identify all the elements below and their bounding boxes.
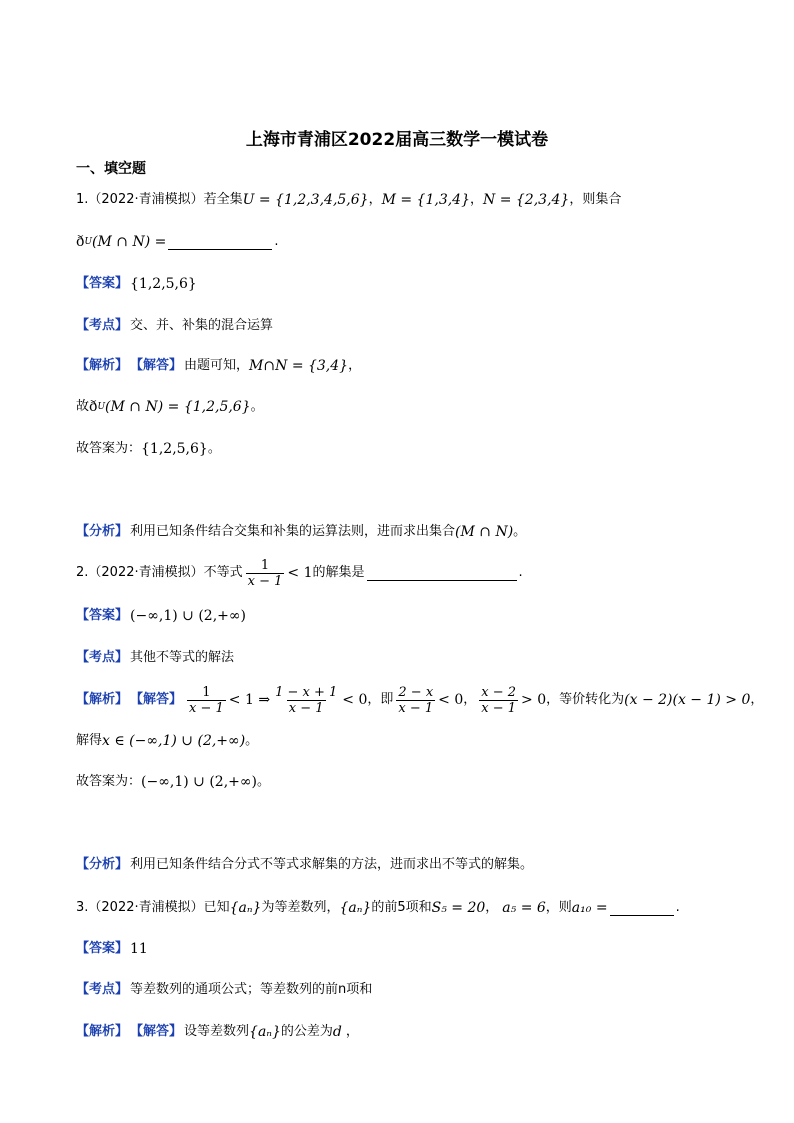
section-heading: 一、填空题: [76, 161, 146, 177]
q2-final-lead: 故答案为：: [76, 774, 142, 789]
q1-set-n: N = {2,3,4}: [483, 192, 570, 208]
q2-point-row: [76, 648, 234, 668]
q2-step2-lead: 解得: [76, 733, 103, 748]
point-label: 【考点】: [76, 982, 129, 997]
q2-s2-mid: < 0: [342, 692, 368, 708]
summary-label: 【分析】: [76, 857, 129, 872]
q3-a5: a₅ = 6: [502, 900, 546, 916]
q3-end: .: [675, 900, 680, 915]
point-label: 【考点】: [76, 650, 129, 665]
q2-final-tail: 。: [257, 774, 271, 789]
q3-answer-row: [76, 939, 148, 959]
q1-step2-lead: 故: [76, 399, 90, 414]
q3-sol-d: d: [332, 1024, 342, 1040]
q1-answer: {1,2,5,6}: [130, 276, 197, 292]
q1-sol-lead: 由题可知，: [184, 358, 250, 373]
q2-s3-mid: < 0: [438, 692, 464, 708]
q1-answer-blank[interactable]: [168, 235, 272, 250]
q1-sol-expr: M∩N = {3,4}: [249, 358, 349, 374]
q1-step2-row: [76, 397, 264, 417]
q1-solution-row: [76, 356, 361, 376]
point-label: 【考点】: [76, 318, 129, 333]
q1-step2-sub: U: [97, 402, 106, 412]
q3-a10: a₁₀ =: [571, 900, 608, 916]
q1-complement-sub: U: [84, 237, 93, 247]
q3-point: 等差数列的通项公式；等差数列的前n项和: [130, 982, 373, 997]
q1-final-expr: {1,2,5,6}: [141, 441, 208, 457]
q1-final-tail: 。: [207, 441, 221, 456]
q2-s2-tail: ，即: [367, 692, 394, 707]
q1-expr: (M ∩ N) =: [92, 234, 167, 250]
q1-summary-tail: 。: [513, 524, 527, 539]
q2-s4-fraction: [479, 685, 518, 716]
solve-label: 【解答】: [130, 692, 183, 707]
q2-s5: (x − 2)(x − 1) > 0: [624, 692, 751, 708]
q2-s4-tail: ，等价转化为: [546, 692, 625, 707]
q1-ask: ，则集合: [569, 192, 622, 207]
q2-final-row: [76, 772, 270, 792]
q1-universe: U = {1,2,3,4,5,6}: [242, 192, 369, 208]
analysis-label: 【解析】: [76, 1024, 129, 1039]
solve-label: 【解答】: [130, 1024, 183, 1039]
q2-s3-num: 2 − x: [398, 684, 434, 700]
q2-ask: 的解集是: [312, 565, 365, 580]
q1-step2-expr: (M ∩ N) = {1,2,5,6}: [105, 399, 251, 415]
q1-point: 交、并、补集的混合运算: [130, 318, 274, 333]
q3-sol-mid: 的公差为: [280, 1024, 333, 1039]
q3-s5: S₅ = 20: [431, 900, 486, 916]
q1-stem: 1.（2022·青浦模拟）若全集 U = {1,2,3,4,5,6} ， M = {1,3,4} ， N = {2,3,4} ，则集合: [76, 192, 622, 208]
q2-s3-den: x − 1: [398, 700, 434, 716]
q2-frac-den: x − 1: [247, 573, 283, 589]
solve-label: 【解答】: [130, 358, 183, 373]
q2-s4-num: x − 2: [481, 684, 517, 700]
q2-frac-num: 1: [260, 557, 270, 573]
q1-step2-tail: 。: [250, 399, 264, 414]
q2-answer-row: [76, 606, 246, 626]
q3-sol-seq: {aₙ}: [249, 1024, 281, 1040]
q1-set-m: M = {1,3,4}: [381, 192, 470, 208]
q2-answer: (−∞,1) ∪ (2,+∞): [130, 608, 246, 624]
q3-stem: [76, 898, 680, 918]
q3-seq2: {aₙ}: [339, 900, 372, 916]
summary-label: 【分析】: [76, 524, 129, 539]
q2-s4-den: x − 1: [481, 700, 517, 716]
q2-s2-den: x − 1: [288, 700, 324, 716]
q1-point-row: [76, 316, 273, 336]
q3-sol-tail: ，: [345, 1024, 359, 1039]
answer-label: 【答案】: [76, 608, 129, 623]
q2-s5-tail: ，: [750, 692, 764, 707]
q2-fraction: [246, 558, 285, 589]
analysis-label: 【解析】: [76, 358, 129, 373]
q2-step2-row: [76, 731, 258, 751]
q3-answer-blank[interactable]: [610, 901, 674, 916]
q2-point: 其他不等式的解法: [130, 650, 235, 665]
q2-stem: 2.（2022·青浦模拟）不等式 $\frac{1}{x - 1}$ < 1 的解集是 .: [76, 557, 523, 589]
q2-s1-num: 1: [202, 684, 211, 700]
q3-seq: {aₙ}: [229, 900, 262, 916]
q2-summary: 利用已知条件结合分式不等式求解集的方法，进而求出不等式的解集。: [130, 857, 534, 872]
q2-ineq: < 1: [287, 565, 313, 581]
q2-sep: ，: [463, 692, 477, 707]
q3-sep: ，: [485, 900, 499, 915]
q1-step2-symbol: ð: [89, 399, 98, 415]
q3-t2: 的前5项和: [371, 900, 432, 915]
q1-complement-symbol: ð: [76, 234, 85, 250]
q1-summary-row: [76, 522, 526, 542]
q1-answer-row: [76, 274, 197, 294]
q2-final-expr: (−∞,1) ∪ (2,+∞): [141, 774, 257, 790]
q3-point-row: [76, 980, 372, 1000]
q2-s4-mid: > 0: [521, 692, 547, 708]
q2-s1-fraction: [187, 685, 226, 716]
q2-number: 2.（2022·青浦模拟）不等式: [76, 565, 243, 580]
q3-sol-lead: 设等差数列: [184, 1024, 250, 1039]
q2-s1-den: x − 1: [189, 700, 224, 716]
q1-summary-expr: (M ∩ N): [455, 524, 514, 540]
q2-s3-fraction: [396, 685, 435, 716]
q3-t3: ，则: [545, 900, 572, 915]
q3-solution-row: [76, 1022, 359, 1042]
page-title: 上海市青浦区2022届高三数学一模试卷: [245, 130, 549, 150]
q2-s2-fraction: [273, 685, 339, 716]
answer-label: 【答案】: [76, 276, 129, 291]
answer-label: 【答案】: [76, 941, 129, 956]
q3-t1: 为等差数列，: [261, 900, 340, 915]
q2-s1-mid: < 1 ⇒: [228, 692, 271, 708]
q1-final-lead: 故答案为：: [76, 441, 142, 456]
q3-number: 3.（2022·青浦模拟）已知: [76, 900, 230, 915]
q2-step2-expr: x ∈ (−∞,1) ∪ (2,+∞): [102, 733, 246, 749]
q1-number: 1.（2022·青浦模拟）若全集: [76, 192, 243, 207]
q1-stem-cont: ð U (M ∩ N) = .: [76, 234, 279, 250]
q3-answer: 11: [130, 941, 148, 957]
q2-summary-row: [76, 855, 533, 875]
q1-sol-tail: ，: [348, 358, 362, 373]
q2-s2-num: 1 − x + 1: [275, 684, 338, 700]
q1-summary: 利用已知条件结合交集和补集的运算法则，进而求出集合: [130, 524, 456, 539]
q2-answer-blank[interactable]: [367, 566, 517, 581]
q2-solution-row: [76, 682, 763, 718]
analysis-label: 【解析】: [76, 692, 129, 707]
q2-step2-tail: 。: [245, 733, 259, 748]
q1-final-row: [76, 439, 221, 459]
